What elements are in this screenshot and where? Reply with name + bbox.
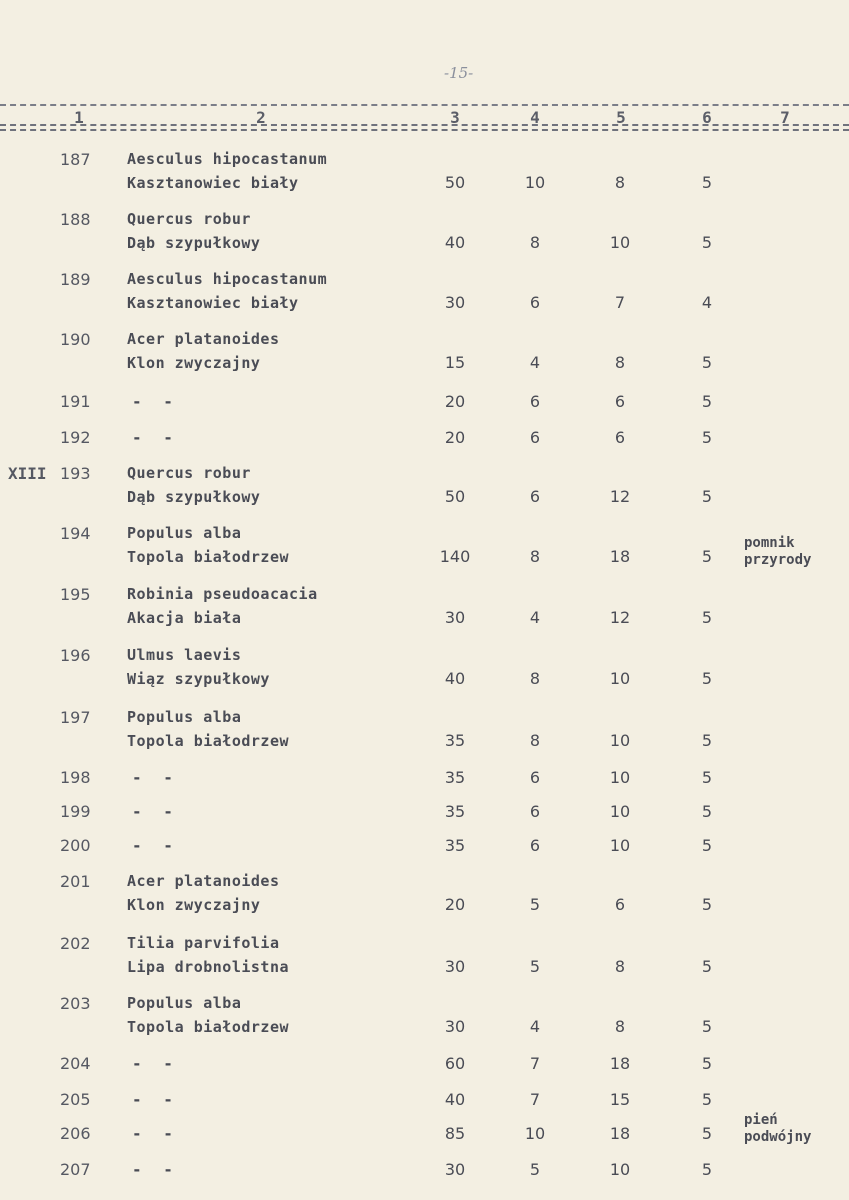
column-header-2: 2: [256, 108, 266, 127]
value-col-4: 10: [524, 1124, 546, 1143]
ditto-mark: - -: [132, 768, 179, 787]
remark-note: pień podwójny: [744, 1112, 812, 1145]
row-number: 202: [60, 934, 91, 953]
polish-name: Topola białodrzew: [127, 732, 290, 750]
polish-name: Topola białodrzew: [127, 548, 290, 566]
value-col-5: 18: [609, 547, 631, 566]
ditto-mark: - -: [132, 1054, 179, 1073]
value-col-5: 10: [609, 802, 631, 821]
polish-name: Kasztanowiec biały: [127, 174, 299, 192]
column-header-5: 5: [616, 108, 626, 127]
row-number: 199: [60, 802, 91, 821]
value-col-3: 35: [444, 802, 466, 821]
value-col-4: 6: [529, 836, 541, 855]
row-number: 203: [60, 994, 91, 1013]
column-header-6: 6: [702, 108, 712, 127]
row-number: 205: [60, 1090, 91, 1109]
latin-name: Tilia parvifolia: [127, 934, 280, 952]
value-col-5: 10: [609, 233, 631, 252]
value-col-4: 6: [529, 428, 541, 447]
value-col-6: 5: [701, 895, 713, 914]
row-number: 187: [60, 150, 91, 169]
value-col-3: 30: [444, 957, 466, 976]
value-col-4: 8: [529, 547, 541, 566]
value-col-6: 5: [701, 1017, 713, 1036]
value-col-4: 6: [529, 392, 541, 411]
value-col-4: 6: [529, 768, 541, 787]
value-col-4: 6: [529, 802, 541, 821]
value-col-6: 4: [701, 293, 713, 312]
value-col-4: 4: [529, 608, 541, 627]
value-col-3: 140: [439, 547, 471, 566]
value-col-4: 7: [529, 1054, 541, 1073]
latin-name: Acer platanoides: [127, 330, 280, 348]
value-col-6: 5: [701, 802, 713, 821]
row-number: 189: [60, 270, 91, 289]
value-col-5: 7: [614, 293, 626, 312]
value-col-3: 35: [444, 768, 466, 787]
row-number: 188: [60, 210, 91, 229]
value-col-4: 4: [529, 353, 541, 372]
value-col-5: 10: [609, 1160, 631, 1179]
value-col-4: 4: [529, 1017, 541, 1036]
polish-name: Topola białodrzew: [127, 1018, 290, 1036]
value-col-3: 30: [444, 1160, 466, 1179]
row-number: 204: [60, 1054, 91, 1073]
value-col-5: 8: [614, 1017, 626, 1036]
group-label: XIII: [8, 464, 47, 483]
row-number: 206: [60, 1124, 91, 1143]
value-col-4: 6: [529, 293, 541, 312]
value-col-3: 30: [444, 1017, 466, 1036]
value-col-5: 15: [609, 1090, 631, 1109]
column-header-7: 7: [780, 108, 790, 127]
polish-name: Wiąz szypułkowy: [127, 670, 270, 688]
value-col-6: 5: [701, 547, 713, 566]
ditto-mark: - -: [132, 392, 179, 411]
value-col-3: 85: [444, 1124, 466, 1143]
remark-note: pomnik przyrody: [744, 535, 812, 568]
latin-name: Robinia pseudoacacia: [127, 585, 318, 603]
ditto-mark: - -: [132, 1124, 179, 1143]
latin-name: Populus alba: [127, 994, 242, 1012]
value-col-5: 10: [609, 836, 631, 855]
value-col-6: 5: [701, 731, 713, 750]
latin-name: Populus alba: [127, 708, 242, 726]
polish-name: Dąb szypułkowy: [127, 234, 261, 252]
value-col-5: 12: [609, 608, 631, 627]
row-number: 190: [60, 330, 91, 349]
polish-name: Klon zwyczajny: [127, 354, 261, 372]
ditto-mark: - -: [132, 428, 179, 447]
value-col-5: 18: [609, 1054, 631, 1073]
value-col-6: 5: [701, 428, 713, 447]
value-col-3: 30: [444, 293, 466, 312]
value-col-3: 40: [444, 233, 466, 252]
polish-name: Kasztanowiec biały: [127, 294, 299, 312]
polish-name: Akacja biała: [127, 609, 242, 627]
value-col-4: 8: [529, 731, 541, 750]
value-col-6: 5: [701, 392, 713, 411]
row-number: 194: [60, 524, 91, 543]
value-col-3: 40: [444, 669, 466, 688]
value-col-6: 5: [701, 1090, 713, 1109]
value-col-6: 5: [701, 1160, 713, 1179]
value-col-5: 12: [609, 487, 631, 506]
row-number: 196: [60, 646, 91, 665]
value-col-3: 35: [444, 836, 466, 855]
value-col-4: 5: [529, 1160, 541, 1179]
row-number: 201: [60, 872, 91, 891]
value-col-5: 8: [614, 353, 626, 372]
value-col-4: 6: [529, 487, 541, 506]
value-col-6: 5: [701, 487, 713, 506]
polish-name: Klon zwyczajny: [127, 896, 261, 914]
value-col-5: 8: [614, 173, 626, 192]
value-col-3: 40: [444, 1090, 466, 1109]
value-col-3: 50: [444, 173, 466, 192]
value-col-4: 5: [529, 957, 541, 976]
row-number: 207: [60, 1160, 91, 1179]
value-col-6: 5: [701, 608, 713, 627]
ditto-mark: - -: [132, 836, 179, 855]
latin-name: Ulmus laevis: [127, 646, 242, 664]
latin-name: Aesculus hipocastanum: [127, 150, 328, 168]
value-col-4: 8: [529, 233, 541, 252]
value-col-5: 6: [614, 895, 626, 914]
value-col-3: 35: [444, 731, 466, 750]
value-col-5: 6: [614, 428, 626, 447]
ditto-mark: - -: [132, 1090, 179, 1109]
value-col-5: 8: [614, 957, 626, 976]
latin-name: Quercus robur: [127, 210, 251, 228]
row-number: 195: [60, 585, 91, 604]
value-col-4: 10: [524, 173, 546, 192]
latin-name: Populus alba: [127, 524, 242, 542]
value-col-3: 50: [444, 487, 466, 506]
column-header-1: 1: [74, 108, 84, 127]
header-top-rule: [0, 104, 849, 106]
value-col-6: 5: [701, 836, 713, 855]
row-number: 200: [60, 836, 91, 855]
value-col-6: 5: [701, 768, 713, 787]
value-col-3: 60: [444, 1054, 466, 1073]
value-col-5: 18: [609, 1124, 631, 1143]
value-col-4: 8: [529, 669, 541, 688]
value-col-4: 5: [529, 895, 541, 914]
page-number: -15-: [444, 64, 474, 82]
ditto-mark: - -: [132, 1160, 179, 1179]
value-col-6: 5: [701, 173, 713, 192]
polish-name: Dąb szypułkowy: [127, 488, 261, 506]
row-number: 198: [60, 768, 91, 787]
latin-name: Acer platanoides: [127, 872, 280, 890]
value-col-5: 10: [609, 731, 631, 750]
value-col-4: 7: [529, 1090, 541, 1109]
value-col-5: 10: [609, 768, 631, 787]
value-col-3: 15: [444, 353, 466, 372]
value-col-3: 20: [444, 392, 466, 411]
row-number: 191: [60, 392, 91, 411]
value-col-6: 5: [701, 1124, 713, 1143]
row-number: 197: [60, 708, 91, 727]
value-col-6: 5: [701, 1054, 713, 1073]
latin-name: Quercus robur: [127, 464, 251, 482]
value-col-5: 10: [609, 669, 631, 688]
ditto-mark: - -: [132, 802, 179, 821]
latin-name: Aesculus hipocastanum: [127, 270, 328, 288]
value-col-3: 30: [444, 608, 466, 627]
value-col-3: 20: [444, 428, 466, 447]
row-number: 192: [60, 428, 91, 447]
header-bottom-rule-2: [0, 129, 849, 131]
value-col-5: 6: [614, 392, 626, 411]
value-col-6: 5: [701, 353, 713, 372]
column-header-3: 3: [450, 108, 460, 127]
value-col-3: 20: [444, 895, 466, 914]
value-col-6: 5: [701, 233, 713, 252]
row-number: 193: [60, 464, 91, 483]
polish-name: Lipa drobnolistna: [127, 958, 290, 976]
column-header-4: 4: [530, 108, 540, 127]
value-col-6: 5: [701, 957, 713, 976]
value-col-6: 5: [701, 669, 713, 688]
